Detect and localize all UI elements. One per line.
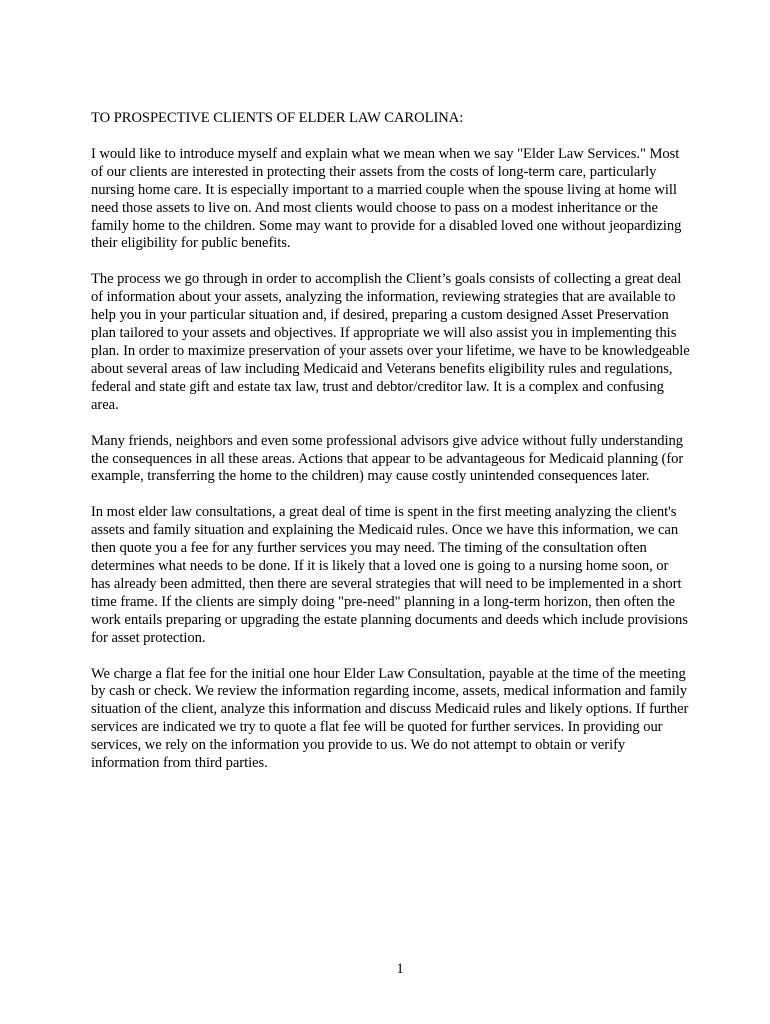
document-heading: TO PROSPECTIVE CLIENTS OF ELDER LAW CAROLINA: — [91, 110, 464, 126]
paragraph-consultations: In most elder law consultations, a great deal of time is spent in the first meeting analyzing the client's assets and family situation and explaining the Medicaid rules. Once we have this information, we can then quote you a fee for any further services you may need. The timing of the consultation often determines what needs to be done. If it is likely that a loved one is going to a nursing home soon, or has already been admitted, then there are several strategies that will need to be implemented in a short time frame. If the clients are simply doing "pre-need" planning in a long-term horizon, then often the work entails preparing or upgrading the estate planning documents and deeds which include provisions for asset protection. — [91, 504, 688, 646]
paragraph-process: The process we go through in order to accomplish the Client’s goals consists of collecting a great deal of information about your assets, analyzing the information, reviewing strategies that are available to help you in your particular situation and, if desired, preparing a custom designed Asset Preservation plan tailored to your assets and objectives. If appropriate we will also assist you in implementing this plan. In order to maximize preservation of your assets over your lifetime, we have to be knowledgeable about several areas of law including Medicaid and Veterans benefits eligibility rules and regulations, federal and state gift and estate tax law, trust and debtor/creditor law. It is a complex and confusing area. — [91, 271, 690, 413]
page-number: 1 — [396, 961, 404, 977]
document-body — [91, 110, 691, 791]
paragraph-fees: We charge a flat fee for the initial one hour Elder Law Consultation, payable at the time of the meeting by cash or check. We review the information regarding income, assets, medical information and family situation of the client, analyze this information and discuss Medicaid rules and likely options. If further services are indicated we try to quote a flat fee will be quoted for further services. In providing our services, we rely on the information you provide to us. We do not attempt to obtain or verify information from third parties. — [91, 665, 689, 772]
paragraph-introduction: I would like to introduce myself and explain what we mean when we say "Elder Law Services." Most of our clients are interested in protecting their assets from the costs of long-term care, particularly nursing home care. It is especially important to a married couple when the spouse living at home will need those assets to live on. And most clients would choose to pass on a modest inheritance or the family home to the children. Some may want to provide for a disabled loved one without jeopardizing their eligibility for public benefits. — [91, 145, 682, 252]
paragraph-advice: Many friends, neighbors and even some professional advisors give advice without fully understanding the consequences in all these areas. Actions that appear to be advantageous for Medicaid planning (for example, transferring the home to the children) may cause costly unintended consequences later. — [91, 432, 684, 485]
